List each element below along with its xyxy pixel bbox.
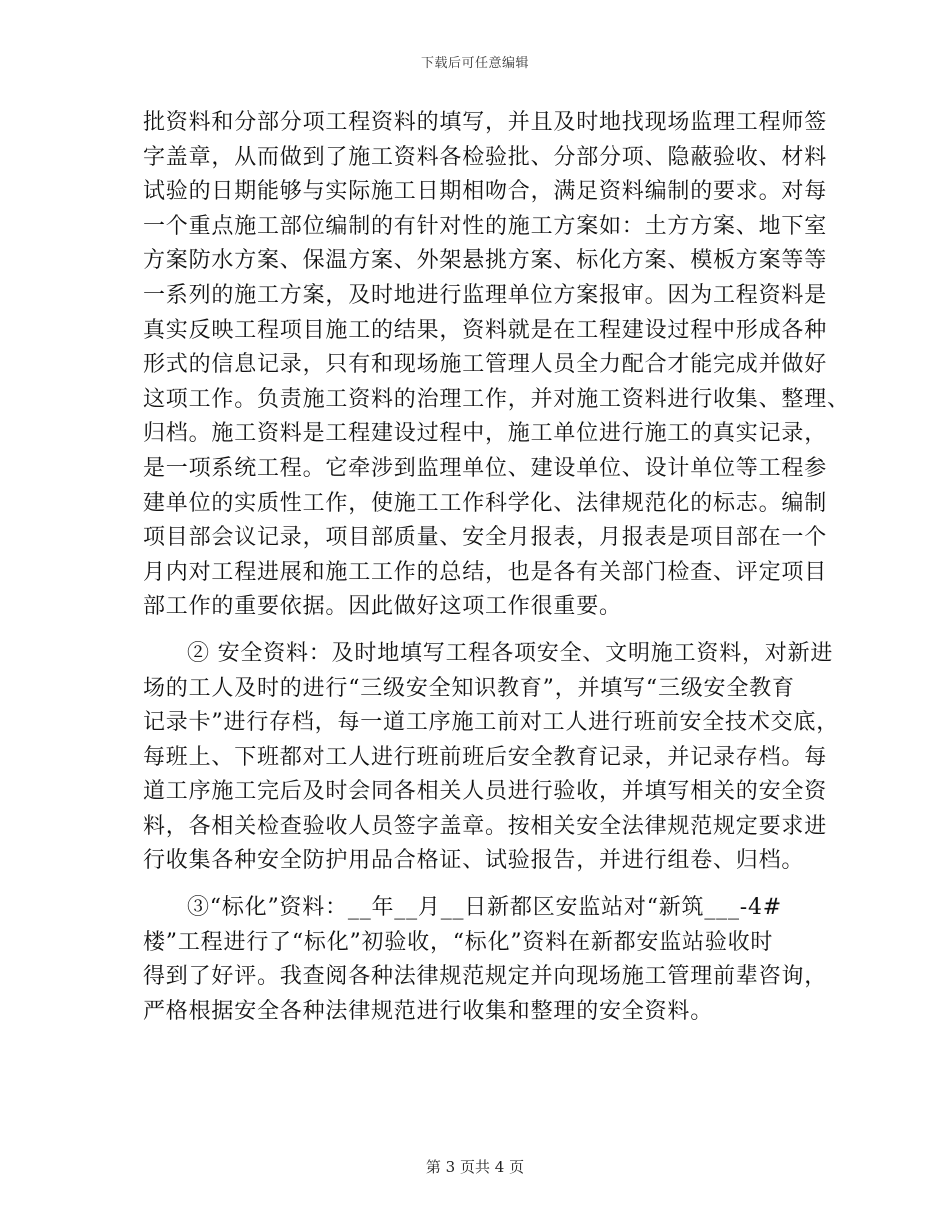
text-line: 建单位的实质性工作，使施工工作科学化、法律规范化的标志。编制: [143, 490, 828, 516]
body-text: [143, 106, 850, 1029]
text-line: 料，各相关检查验收人员签字盖章。按相关安全法律规范规定要求进: [143, 813, 828, 839]
text-line: 一系列的施工方案，及时地进行监理单位方案报审。因为工程资料是: [143, 282, 828, 308]
text-line: 严格根据安全各种法律规范进行收集和整理的安全资料。: [143, 998, 714, 1024]
text-line: 试验的日期能够与实际施工日期相吻合，满足资料编制的要求。对每: [143, 179, 828, 205]
text-line: 记录卡”进行存档，每一道工序施工前对工人进行班前安全技术交底，: [143, 710, 840, 736]
page-number-footer: 第 3 页共 4 页: [425, 1158, 525, 1176]
paragraph-1: [143, 106, 850, 625]
text-line: ③“标化”资料：__年__月__日新都区安监站对“新筑___-4#: [187, 895, 783, 921]
page-header: 下载后可任意编辑: [420, 56, 529, 71]
text-line: 道工序施工完后及时会同各相关人员进行验收，并填写相关的安全资: [143, 779, 828, 805]
text-line: 场的工人及时的进行“三级安全知识教育”，并填写“三级安全教育: [143, 675, 795, 701]
text-line: 归档。施工资料是工程建设过程中，施工单位进行施工的真实记录，: [143, 421, 828, 447]
text-line: 这项工作。负责施工资料的治理工作，并对施工资料进行收集、整理、: [143, 386, 850, 412]
text-line: 得到了好评。我查阅各种法律规范规定并向现场施工管理前辈咨询，: [143, 964, 828, 990]
text-line: 楼”工程进行了“标化”初验收，“标化”资料在新都安监站验收时: [143, 929, 774, 955]
text-line: 批资料和分部分项工程资料的填写，并且及时地找现场监理工程师签: [143, 110, 828, 135]
paragraph-spacer: [143, 879, 811, 891]
text-line: 是一项系统工程。它牵涉到监理单位、建设单位、设计单位等工程参: [143, 455, 828, 481]
paragraph-spacer: [143, 625, 811, 637]
text-line: 部工作的重要依据。因此做好这项工作很重要。: [143, 594, 622, 620]
text-line: 一个重点施工部位编制的有针对性的施工方案如：土方方案、地下室: [143, 213, 828, 239]
paragraph-2: [143, 637, 840, 879]
text-line: 行收集各种安全防护用品合格证、试验报告，并进行组卷、归档。: [143, 848, 805, 874]
text-line: 方案防水方案、保温方案、外架悬挑方案、标化方案、模板方案等等: [143, 248, 828, 274]
text-line: 形式的信息记录，只有和现场施工管理人员全力配合才能完成并做好: [143, 352, 828, 378]
paragraph-3: [143, 891, 828, 1029]
text-line: 字盖章，从而做到了施工资料各检验批、分部分项、隐蔽验收、材料: [143, 144, 828, 170]
text-line: 项目部会议记录，项目部质量、安全月报表，月报表是项目部在一个: [143, 525, 828, 551]
text-line: 每班上、下班都对工人进行班前班后安全教育记录，并记录存档。每: [143, 744, 828, 770]
text-line: ② 安全资料：及时地填写工程各项安全、文明施工资料，对新进: [187, 640, 834, 666]
text-line: 月内对工程进展和施工工作的总结，也是各有关部门检查、评定项目: [143, 559, 828, 585]
text-line: 真实反映工程项目施工的结果，资料就是在工程建设过程中形成各种: [143, 317, 828, 343]
